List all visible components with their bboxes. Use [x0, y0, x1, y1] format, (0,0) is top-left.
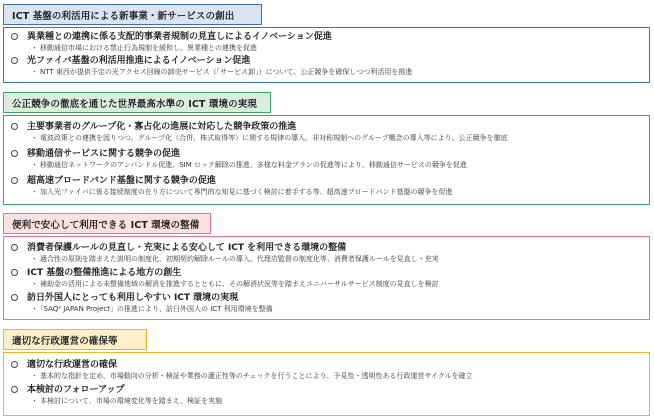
- item-detail: ・ 基本的な指針を定め、市場動向の分析・検証や業務の適正性等のチェックを行うことにより、予見性・透明性ある行政運営サイクルを確立: [31, 372, 473, 380]
- item-detail: ・ 本検討について、市場の環境変化等を踏まえ、検証を実施: [31, 397, 223, 405]
- section-header-innovation: [3, 4, 262, 25]
- section-header-environment: [3, 213, 211, 234]
- item-title: 消費者保護ルールの見直し・充実による安心して ICT を利用できる環境の整備: [27, 243, 347, 253]
- item-detail: ・ 電波政策との連携を図りつつ、グループ化（合併、株式取得等）に関する規律の導入、非対称規制へのグループ概念の導入等により、公正競争を徹底: [31, 134, 508, 142]
- item-detail: ・ 加入光ファイバに係る接続制度の在り方について専門的な知見に基づく検討に着手する等、超高速ブロードバンド基盤の競争を促進: [31, 188, 453, 196]
- section-header-administration: [3, 329, 147, 350]
- section-box-competition: [3, 115, 650, 205]
- section-box-administration: [3, 352, 650, 416]
- circle-bullet-icon: [11, 57, 18, 64]
- section-title: 公正競争の徹底を通じた世界最高水準の ICT 環境の実現: [12, 98, 257, 110]
- item-detail: ・ 補助金の活用による未整備地域の解消を推進するとともに、その解消状況等を踏まえユニバーサルサービス制度の見直しを検討: [31, 280, 439, 288]
- section-title: 便利で安心して利用できる ICT 環境の整備: [12, 219, 200, 231]
- section-header-competition: [3, 92, 271, 113]
- circle-bullet-icon: [11, 33, 18, 40]
- item-title: 本検討のフォローアップ: [27, 385, 125, 395]
- item-detail: ・ 移動通信市場における禁止行為規制を緩和し、異業種との連携を促進: [31, 44, 257, 52]
- circle-bullet-icon: [11, 269, 18, 276]
- circle-bullet-icon: [11, 244, 18, 251]
- section-box-innovation: [3, 27, 650, 83]
- item-detail: ・ 適合性の原則を踏まえた説明の制度化、初期契約解除ルールの導入、代理店監督の制度化等、消費者保護ルールを見直し・充実: [31, 255, 439, 263]
- section-box-environment: [3, 236, 650, 320]
- item-detail: ・ 「SAQ² JAPAN Project」の推進により、訪日外国人の ICT 利用環境を整備: [31, 305, 273, 313]
- item-detail: ・ NTT 東西が提供予定の光アクセス回線の卸売サービス（「サービス卸」）について、公正競争を確保しつつ利活用を推進: [31, 68, 413, 76]
- circle-bullet-icon: [11, 123, 18, 130]
- circle-bullet-icon: [11, 361, 18, 368]
- item-title: 適切な行政運営の確保: [27, 360, 118, 370]
- section-title: 適切な行政運営の確保等: [12, 335, 118, 347]
- circle-bullet-icon: [11, 386, 18, 393]
- item-title: 光ファイバ基盤の利活用推進によるイノベーション促進: [27, 56, 251, 66]
- circle-bullet-icon: [11, 177, 18, 184]
- item-detail: ・ 移動通信ネットワークのアンバンドル促進、SIM ロック解除の推進、多様な料金プランの促進等により、移動通信サービスの競争を促進: [31, 161, 467, 169]
- item-title: 超高速ブロードバンド基盤に関する競争の促進: [27, 176, 216, 186]
- circle-bullet-icon: [11, 294, 18, 301]
- item-title: 移動通信サービスに関する競争の促進: [27, 149, 181, 159]
- item-title: 主要事業者のグループ化・寡占化の進展に対応した競争政策の推進: [27, 122, 297, 132]
- item-title: ICT 基盤の整備推進による地方の創生: [27, 268, 182, 278]
- item-title: 訪日外国人にとっても利用しやすい ICT 環境の実現: [27, 293, 239, 303]
- circle-bullet-icon: [11, 150, 18, 157]
- section-title: ICT 基盤の利活用による新事業・新サービスの創出: [12, 10, 235, 22]
- item-title: 異業種との連携に係る支配的事業者規制の見直しによるイノベーション促進: [27, 32, 332, 42]
